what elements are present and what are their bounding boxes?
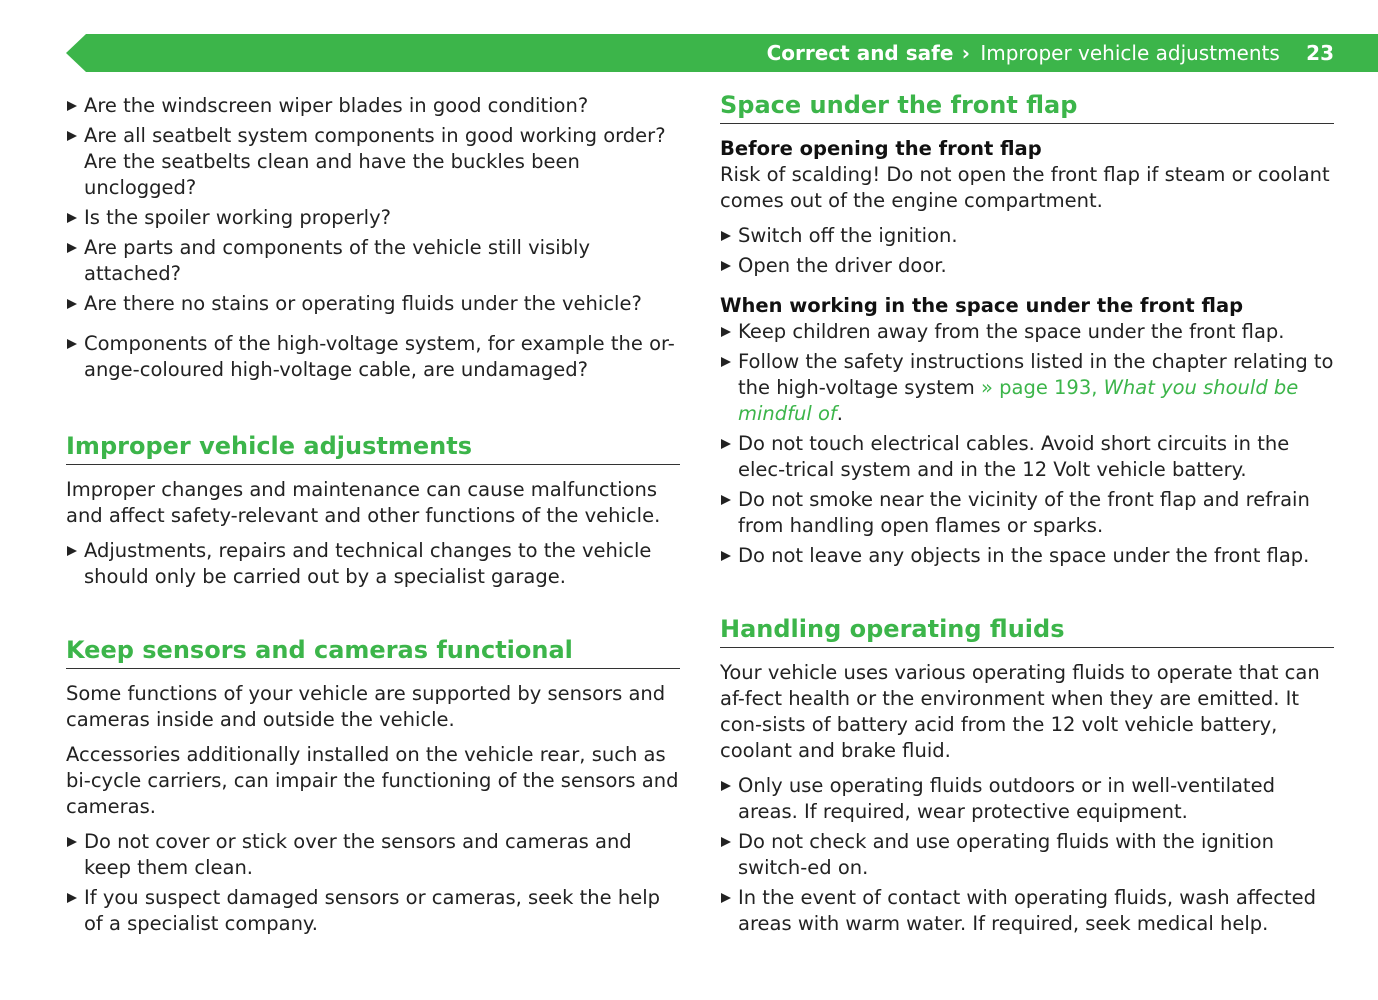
working-bullet: Do not leave any objects in the space under the front flap. <box>720 543 1334 569</box>
sensors-para-1: Some functions of your vehicle are supported by sensors and cameras inside and outside the vehicle. <box>66 682 666 731</box>
working-bullet: Do not smoke near the vicinity of the front flap and refrain from handling open flames or sparks. <box>720 487 1334 539</box>
improper-intro: Improper changes and maintenance can cause malfunctions and affect safety-relevant and other functions of the vehicle. <box>66 478 661 527</box>
before-opening-bullet: Switch off the ignition. <box>720 223 1334 249</box>
header-separator: › <box>961 41 970 65</box>
page-reference: » page 193, <box>980 376 1098 399</box>
heading-operating-fluids: Handling operating fluids <box>720 614 1334 648</box>
before-opening-bullet: Open the driver door. <box>720 253 1334 279</box>
heading-front-flap: Space under the front flap <box>720 90 1334 124</box>
fluids-bullet: In the event of contact with operating fluids, wash affected areas with warm water. If required, seek medical help. <box>720 885 1334 937</box>
improper-bullet: Adjustments, repairs and technical changes to the vehicle should only be carried out by a specialist garage. <box>66 538 680 590</box>
right-column <box>720 90 1334 937</box>
sentence-end: . <box>836 402 843 425</box>
fluids-intro: Your vehicle uses various operating fluids to operate that can af-fect health or the environment when they are emitted. It con-sists of battery acid from the 12 volt vehicle battery, coolant and brake fluid. <box>720 661 1320 762</box>
working-bullet: Keep children away from the space under the front flap. <box>720 319 1334 345</box>
checklist-item: Are all seatbelt system components in good working order? Are the seatbelts clean and have the buckles been unclogged? <box>66 123 680 201</box>
heading-improper-adjustments: Improper vehicle adjustments <box>66 431 680 465</box>
working-bullet-text: Follow the safety instructions listed in the chapter relating to the high-voltage system <box>738 350 1334 399</box>
fluids-bullet: Only use operating fluids outdoors or in well-ventilated areas. If required, wear protective equipment. <box>720 773 1334 825</box>
fluids-bullet: Do not check and use operating fluids with the ignition switch-ed on. <box>720 829 1334 881</box>
before-opening-text: Risk of scalding! Do not open the front flap if steam or coolant comes out of the engine compartment. <box>720 163 1330 212</box>
checklist-item: Are the windscreen wiper blades in good condition? <box>66 93 680 119</box>
sensors-para-2: Accessories additionally installed on the vehicle rear, such as bi-cycle carriers, can impair the functioning of the sensors and cameras. <box>66 743 679 818</box>
page-reference-title: What you should be mindful of <box>738 376 1299 425</box>
heading-sensors-cameras: Keep sensors and cameras functional <box>66 635 680 669</box>
subheading-working-front-flap: When working in the space under the front flap <box>720 294 1244 317</box>
running-header <box>767 40 1334 66</box>
left-column <box>66 90 680 937</box>
checklist-item: Components of the high-voltage system, for example the or-ange-coloured high-voltage cable, are undamaged? <box>66 331 680 383</box>
checklist-item: Are there no stains or operating fluids under the vehicle? <box>66 291 680 317</box>
working-bullet <box>720 349 1334 427</box>
header-subsection: Improper vehicle adjustments <box>980 41 1280 65</box>
sensors-bullet: Do not cover or stick over the sensors and cameras and keep them clean. <box>66 829 680 881</box>
subheading-before-opening: Before opening the front flap <box>720 137 1042 160</box>
working-bullet: Do not touch electrical cables. Avoid short circuits in the elec-trical system and in the 12 Volt vehicle battery. <box>720 431 1334 483</box>
page-number: 23 <box>1306 41 1334 65</box>
checklist-item: Is the spoiler working properly? <box>66 205 680 231</box>
sensors-bullet: If you suspect damaged sensors or cameras, seek the help of a specialist company. <box>66 885 680 937</box>
header-section: Correct and safe <box>766 41 954 65</box>
checklist-item: Are parts and components of the vehicle still visibly attached? <box>66 235 680 287</box>
